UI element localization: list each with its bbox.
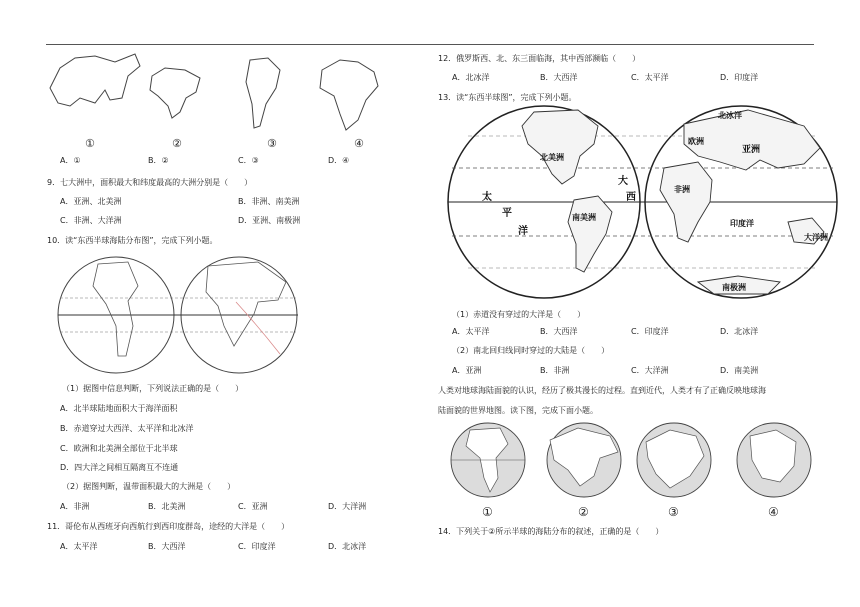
globe-label-2: ② [578,505,589,519]
q12-option-a[interactable]: A．北冰洋 [452,73,490,82]
q12-option-b[interactable]: B．大西洋 [540,73,578,82]
q10-sub1-option-c[interactable]: C．欧洲和北美洲全部位于北半球 [60,444,178,453]
label-africa: 非洲 [674,185,690,194]
q10-sub2-option-d[interactable]: D．大洋洲 [328,502,367,511]
q11-option-b[interactable]: B．大西洋 [148,542,186,551]
label-oceania: 大洋洲 [804,233,828,242]
continent-label-3: ③ [267,137,277,150]
header-rule [46,44,814,45]
question-14-stem: 14．下列关于②所示半球的海陆分布的叙述，正确的是（ ） [438,527,664,536]
four-globes [450,422,830,508]
q11-option-a[interactable]: A．太平洋 [60,542,98,551]
south-america-outline [246,58,280,128]
q9-option-b[interactable]: B．非洲、南美洲 [238,197,300,206]
q10-sub2-stem: （2）据图判断，温带面积最大的大洲是（ ） [62,482,236,491]
q13-sub1-option-d[interactable]: D．北冰洋 [720,327,759,336]
q13-sub2-option-a[interactable]: A．亚洲 [452,366,482,375]
continent-outlines [40,48,430,158]
q10-sub2-option-b[interactable]: B．北美洲 [148,502,186,511]
q10-sub1-option-a[interactable]: A．北半球陆地面积大于海洋面积 [60,404,178,413]
q13-sub1-stem: （1）赤道没有穿过的大洋是（ ） [452,310,586,319]
q13-sub1-option-a[interactable]: A．太平洋 [452,327,490,336]
intro-line-1: 人类对地球海陆面貌的认识，经历了极其漫长的过程。直到近代，人类才有了正确反映地球海 [438,386,766,395]
q11-option-d[interactable]: D．北冰洋 [328,542,367,551]
continent-label-4: ④ [354,137,364,150]
q10-sub1-stem: （1）据图中信息判断，下列说法正确的是（ ） [62,384,244,393]
label-pacific-1: 太 [482,192,492,203]
globe-label-4: ④ [768,505,779,519]
hemisphere-map-small [58,256,308,376]
intro-line-2: 陆面貌的世界地图。读下图，完成下面小题。 [438,406,598,415]
hemisphere-map-large [448,104,848,304]
q12-option-c[interactable]: C．太平洋 [631,73,669,82]
q13-sub2-option-c[interactable]: C．大洋洲 [631,366,669,375]
q13-sub2-stem: （2）南北回归线同时穿过的大陆是（ ） [452,346,610,355]
label-pacific-2: 平 [502,208,512,219]
label-antarctica: 南极洲 [722,283,746,292]
option-b[interactable]: B．② [148,156,169,165]
q10-sub2-option-c[interactable]: C．亚洲 [238,502,268,511]
question-13-stem: 13．读“东西半球图”，完成下列小题。 [438,93,577,102]
question-10-stem: 10．读“东西半球海陆分布图”，完成下列小题。 [47,236,218,245]
q9-option-a[interactable]: A．亚洲、北美洲 [60,197,122,206]
q9-option-d[interactable]: D．亚洲、南极洲 [238,216,301,225]
label-atlantic-1: 大 [618,176,628,187]
continent-label-2: ② [172,137,182,150]
option-d[interactable]: D．④ [328,156,350,165]
q13-sub2-option-d[interactable]: D．南美洲 [720,366,759,375]
label-north-america: 北美洲 [540,153,564,162]
question-11-stem: 11．哥伦布从西班牙向西航行到西印度群岛，途经的大洋是（ ） [47,522,290,531]
label-indian: 印度洋 [730,219,754,228]
q13-sub1-option-b[interactable]: B．大西洋 [540,327,578,336]
question-9-stem: 9．七大洲中，面积最大和纬度最高的大洲分别是（ ） [47,178,253,187]
continent-label-1: ① [85,137,95,150]
north-america-outline [150,68,200,118]
africa-outline [320,60,378,130]
globe-label-3: ③ [668,505,679,519]
label-pacific-3: 洋 [518,226,528,237]
eurasia-outline [50,54,140,106]
q13-sub2-option-b[interactable]: B．非洲 [540,366,570,375]
q10-sub1-option-b[interactable]: B．赤道穿过大西洋、太平洋和北冰洋 [60,424,194,433]
label-atlantic-2: 西 [626,192,636,203]
q10-sub2-option-a[interactable]: A．非洲 [60,502,90,511]
question-12-stem: 12．俄罗斯西、北、东三面临海，其中西部濒临（ ） [438,54,641,63]
q10-sub1-option-d[interactable]: D．四大洋之间相互隔离互不连通 [60,463,179,472]
label-arctic: 北冰洋 [718,111,742,120]
q13-sub1-option-c[interactable]: C．印度洋 [631,327,669,336]
q9-option-c[interactable]: C．非洲、大洋洲 [60,216,122,225]
label-south-america: 南美洲 [572,213,596,222]
option-a[interactable]: A．① [60,156,81,165]
globe-label-1: ① [482,505,493,519]
q12-option-d[interactable]: D．印度洋 [720,73,759,82]
label-europe: 欧洲 [688,137,704,146]
q11-option-c[interactable]: C．印度洋 [238,542,276,551]
option-c[interactable]: C．③ [238,156,259,165]
label-asia: 亚洲 [742,145,761,155]
